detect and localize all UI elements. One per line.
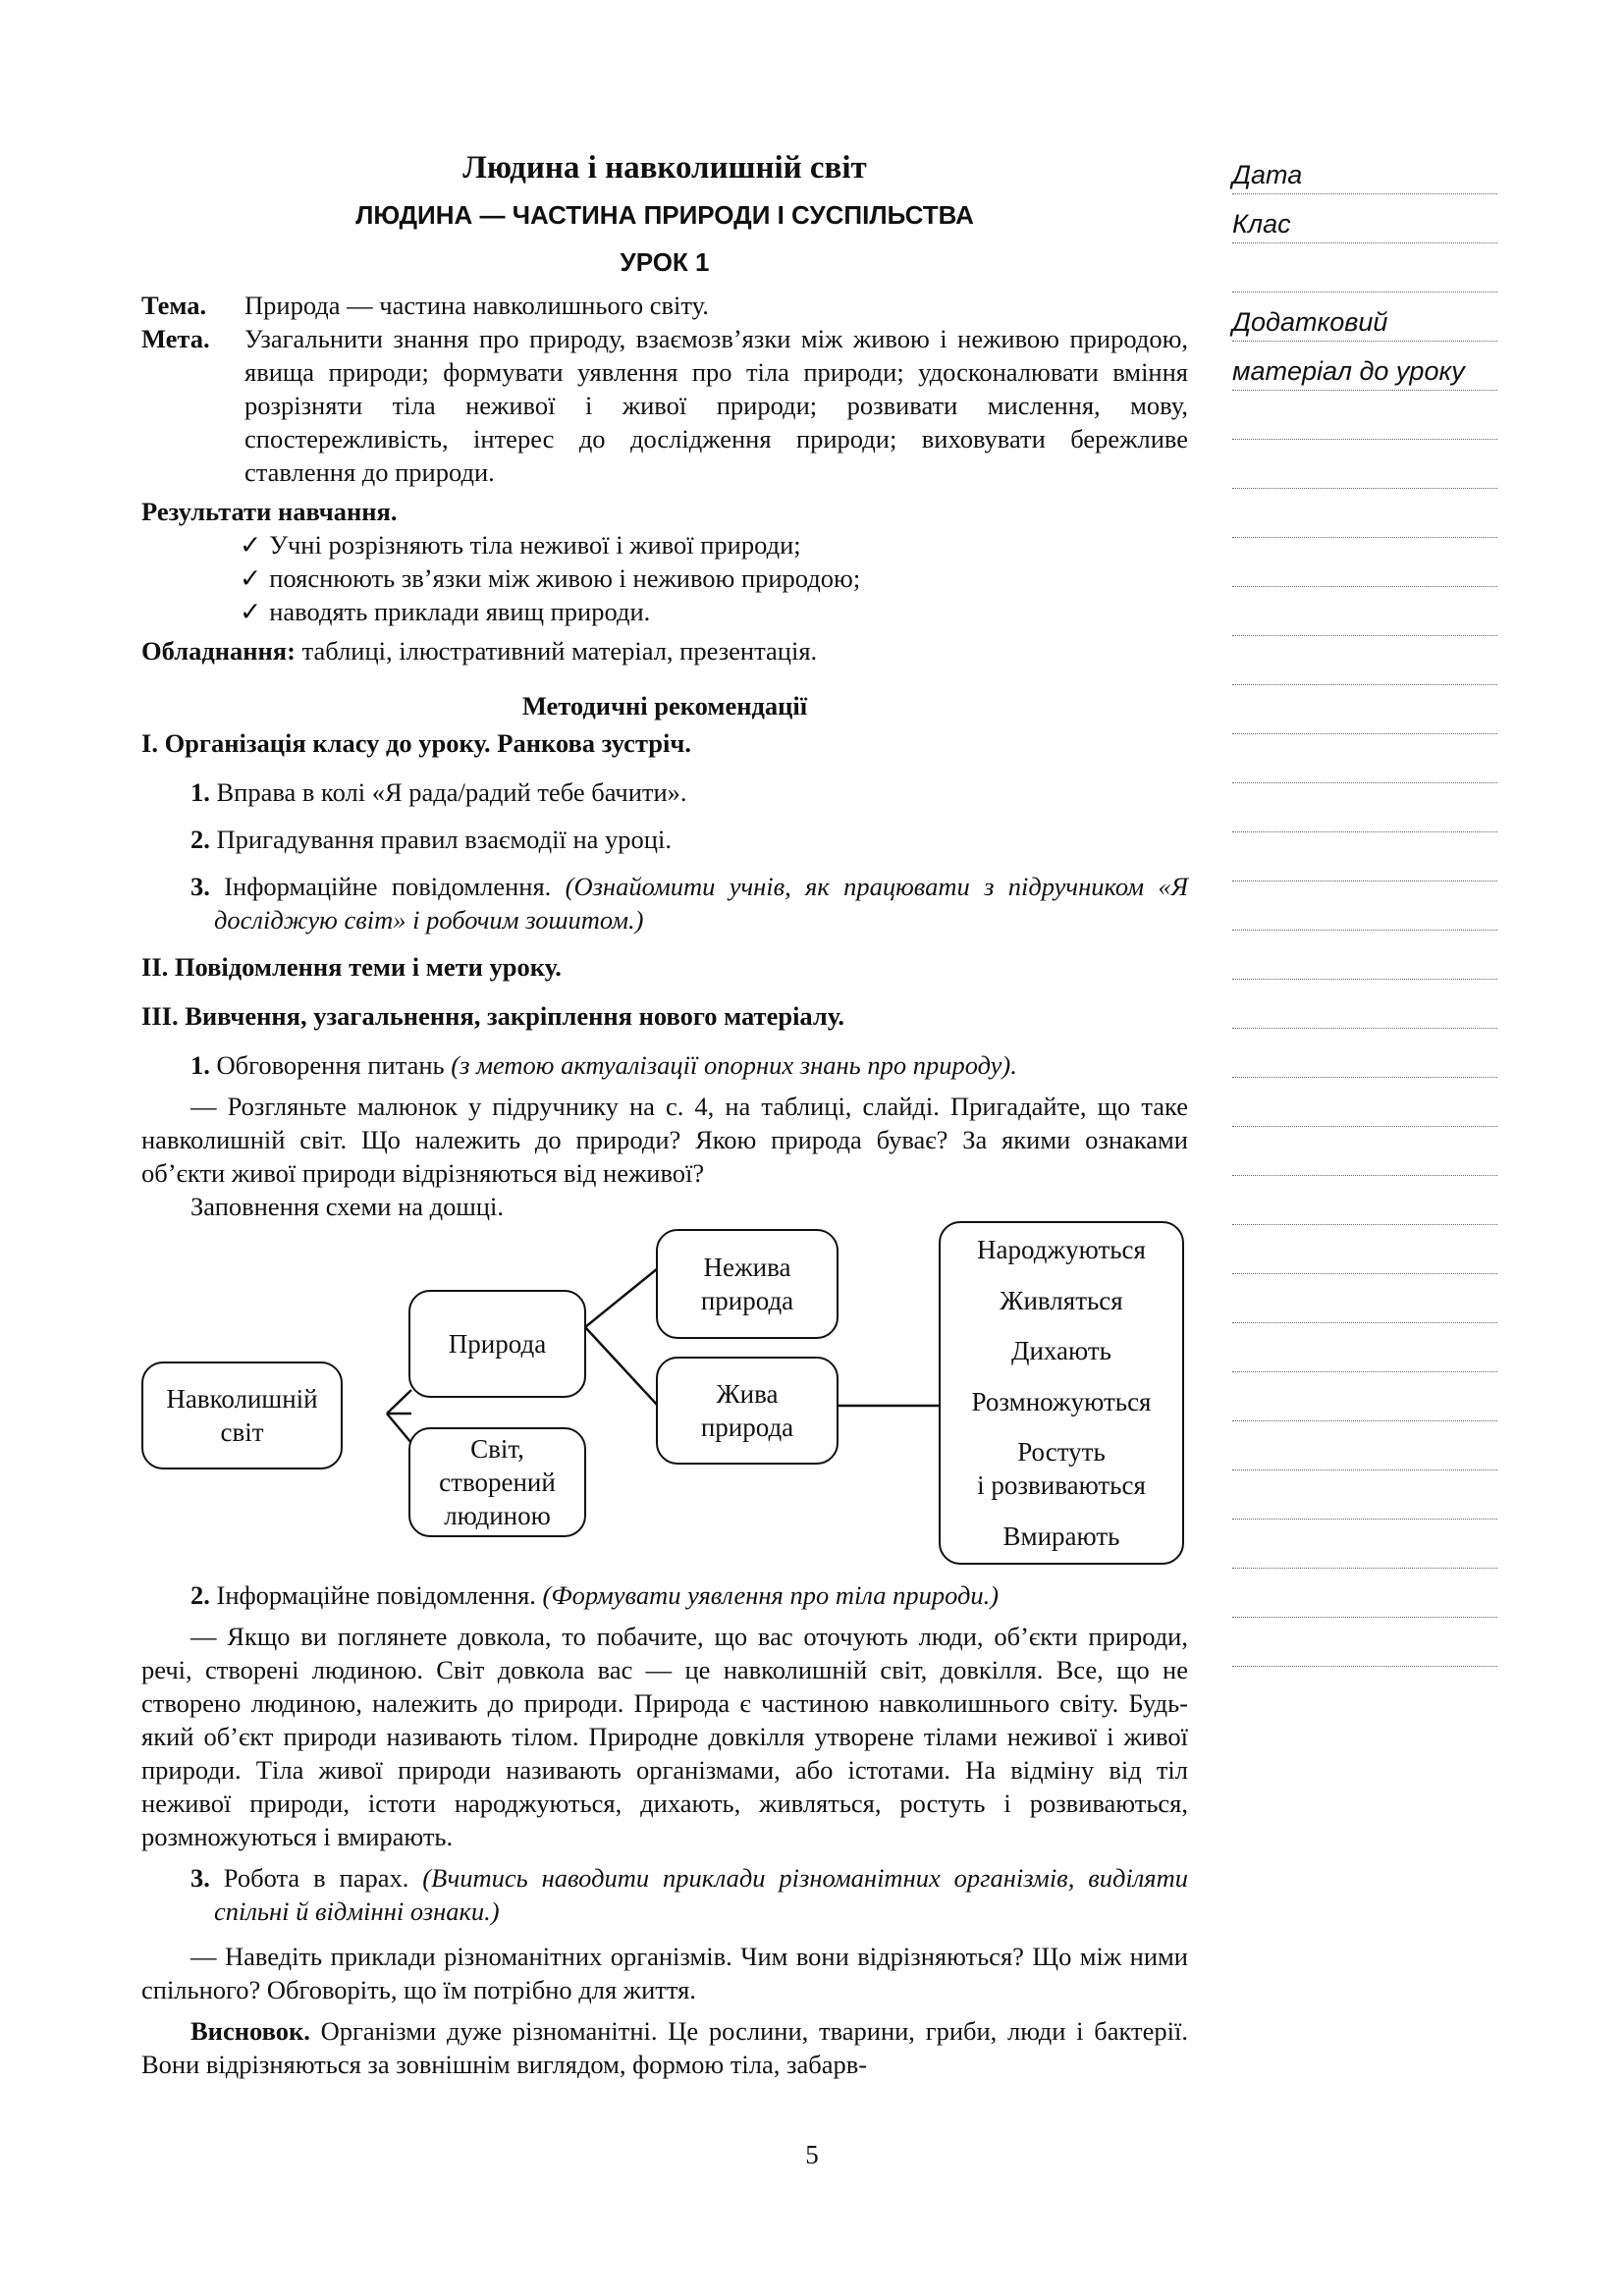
paragraph: — Розгляньте малюнок у підручнику на с. 4, на таблиці, слайді. Пригадайте, що таке навколишній світ. Що належить до природи? Якою природа буває? За якими ознаками об’єкти живої природи відрізняються від неживої? [141,1092,1188,1188]
section-1-title: I. Організація класу до уроку. Ранкова зустріч. [141,728,691,758]
results-item-text: пояснюють зв’язки між живою і неживою природою; [269,563,861,593]
note-line[interactable] [1232,391,1497,440]
chapter-title: ЛЮДИНА — ЧАСТИНА ПРИРОДИ І СУСПІЛЬСТВА [355,200,974,230]
item-number: 1. [190,1050,210,1080]
note-line[interactable] [1232,881,1497,931]
note-line[interactable] [1232,783,1497,832]
note-line[interactable] [1232,1029,1497,1078]
item-note: (з метою актуалізації опорних знань про природу). [451,1050,1017,1080]
section-3-item-2 [141,1578,1188,1612]
extra-material-label: Додатковий [1232,307,1388,337]
results-list [141,528,1188,628]
connector-line [585,1268,658,1327]
notes-margin-column [1232,145,1497,1667]
feature-line: Ростуть [1017,1437,1106,1468]
section-1-item [141,823,1188,856]
topic-row [141,289,1188,322]
note-line[interactable] [1232,832,1497,881]
note-line[interactable] [1232,538,1497,587]
notes-lines [1232,391,1497,1667]
nature-scheme-diagram [141,1229,1188,1573]
item-number: 2. [190,825,210,854]
node-line: створений [439,1468,556,1497]
item-text: Вправа в колі «Я рада/радий тебе бачити». [216,777,687,807]
lesson-plan-main [141,147,1188,2081]
item-number: 3. [190,872,210,901]
item-text: Робота в парах. [223,1863,409,1893]
section-3-item-1 [141,1048,1188,1082]
goal-text: Узагальнити знання про природу, взаємозв’язки між живою і неживою природою, явища природи; формувати уявлення про тіла природи; удосконалювати вміння розрізняти тіла неживої і живої природи; розвивати мислення, мову, спостережливість, інтерес до дослідження природи; виховувати бережливе ставлення до природи. [244,324,1188,487]
item-note: (Вчитись наводити приклади різноманітних організмів, виділяти спільні й відмінні ознаки.) [214,1863,1189,1926]
item-note: (Формувати уявлення про тіла природи.) [542,1580,1000,1610]
feature-item: Розмножуються [971,1386,1152,1416]
extra-material-label-2: матеріал до уроку [1232,356,1465,386]
note-line[interactable] [1232,980,1497,1029]
results-item [240,528,1188,561]
feature-item: Живляться [1000,1285,1123,1315]
note-line[interactable] [1232,1520,1497,1569]
note-line[interactable] [1232,489,1497,538]
note-line[interactable] [1232,636,1497,685]
item-number: 2. [190,1580,210,1610]
check-icon: ✓ [240,597,262,626]
feature-item: Вмирають [1002,1521,1120,1551]
note-line[interactable] [1232,931,1497,980]
page-title: Людина і навколишній світ [462,150,867,186]
node-line: Нежива [703,1253,791,1282]
results-title: Результати навчання. [141,497,398,526]
equipment-row [141,634,1188,667]
diagram-node-nonliving [656,1229,839,1339]
date-line[interactable] [1232,145,1497,194]
node-line: Світ, [470,1434,524,1464]
results-item [240,561,1188,595]
note-line[interactable] [1232,1127,1497,1176]
note-line[interactable] [1232,440,1497,489]
item-number: 1. [190,777,210,807]
lesson-title: УРОК 1 [620,247,710,277]
paragraph: — Наведіть приклади різноманітних організмів. Чим вони відрізняються? Що між ними спільного? Обговоріть, що їм потрібно для життя. [141,1942,1188,2004]
blank-line[interactable] [1232,243,1497,293]
node-line: Навколишній [166,1384,318,1414]
goal-label: Мета. [141,324,210,353]
note-line[interactable] [1232,685,1497,734]
section-3-title: III. Вивчення, узагальнення, закріплення нового матеріалу. [141,1001,845,1031]
page-number: 5 [805,2140,819,2169]
diagram-node-living [656,1357,839,1465]
class-label: Клас [1232,209,1291,239]
extra-material-line-2 [1232,342,1497,391]
conclusion-text: Організми дуже різноманітні. Це рослини, тварини, гриби, люди і бактерії. Вони відрізняються за зовнішнім виглядом, формою тіла, забарв- [141,2016,1188,2079]
diagram-node-nature [408,1290,586,1398]
note-line[interactable] [1232,1421,1497,1470]
note-line[interactable] [1232,1372,1497,1421]
item-text: Інформаційне повідомлення. [224,872,552,901]
item-note: (Ознайомити учнів, як працювати з підручником «Я досліджую світ» і робочим зошитом.) [214,872,1188,934]
goal-row [141,322,1188,489]
diagram-node-root [141,1362,343,1469]
diagram-node-man-made [408,1427,586,1537]
note-line[interactable] [1232,587,1497,636]
feature-line: і розвиваються [977,1470,1146,1501]
extra-material-line [1232,293,1497,342]
diagram-node-features [939,1221,1184,1565]
section-3-item-3 [141,1861,1188,1928]
node-line: природа [700,1286,794,1315]
node-line: Природа [448,1329,547,1359]
node-line: світ [220,1417,264,1447]
note-line[interactable] [1232,1323,1497,1372]
equipment-text: таблиці, ілюстративний матеріал, презентація. [301,636,818,666]
paragraph: — Якщо ви поглянете довкола, то побачите, що вас оточують люди, об’єкти природи, речі, створені людиною. Світ довкола вас — це навколишній світ, довкілля. Все, що не створено людиною, належить до природи. Природа є частиною навколишнього світу. Будь-який об’єкт природи називають тілом. Природне довкілля утворене тілами неживої і живої природи. Тіла живої природи називають організмами, або істотами. На відміну від тіл неживої природи, істоти народжуються, дихають, живляться, ростуть і розвиваються, розмножуються і вмирають. [141,1622,1188,1851]
note-line[interactable] [1232,734,1497,783]
results-item-text: наводять приклади явищ природи. [269,597,651,626]
note-line[interactable] [1232,1176,1497,1225]
item-text: Інформаційне повідомлення. [216,1580,536,1610]
node-line: людиною [444,1501,551,1530]
topic-text: Природа — частина навколишнього світу. [244,291,709,320]
connector-line [387,1414,411,1443]
check-icon: ✓ [240,530,262,560]
methods-title: Методичні рекомендації [521,691,808,721]
note-line[interactable] [1232,1274,1497,1323]
note-line[interactable] [1232,1078,1497,1127]
section-2-title: II. Повідомлення теми і мети уроку. [141,952,562,982]
section-1-item [141,775,1188,809]
paragraph: Заповнення схеми на дошці. [190,1192,504,1221]
note-line[interactable] [1232,1618,1497,1667]
feature-item: Народжуються [977,1235,1146,1264]
feature-item [977,1435,1146,1502]
section-1-item [141,870,1188,936]
results-item [240,595,1188,628]
connector-line [585,1327,658,1406]
note-line[interactable] [1232,1569,1497,1618]
item-text: Обговорення питань [216,1050,445,1080]
class-line[interactable] [1232,194,1497,243]
note-line[interactable] [1232,1225,1497,1274]
feature-item: Дихають [1011,1336,1111,1366]
item-number: 3. [190,1863,210,1893]
conclusion-label: Висновок. [190,2016,310,2046]
results-item-text: Учні розрізняють тіла неживої і живої природи; [269,530,801,560]
node-line: Жива [716,1379,779,1409]
topic-label: Тема. [141,291,207,320]
date-label: Дата [1232,160,1303,189]
equipment-label: Обладнання: [141,636,296,666]
node-line: природа [700,1413,794,1442]
item-text: Пригадування правил взаємодії на уроці. [216,825,672,854]
conclusion-paragraph [141,2014,1188,2081]
note-line[interactable] [1232,1470,1497,1520]
connector-line [387,1390,411,1414]
check-icon: ✓ [240,563,262,593]
